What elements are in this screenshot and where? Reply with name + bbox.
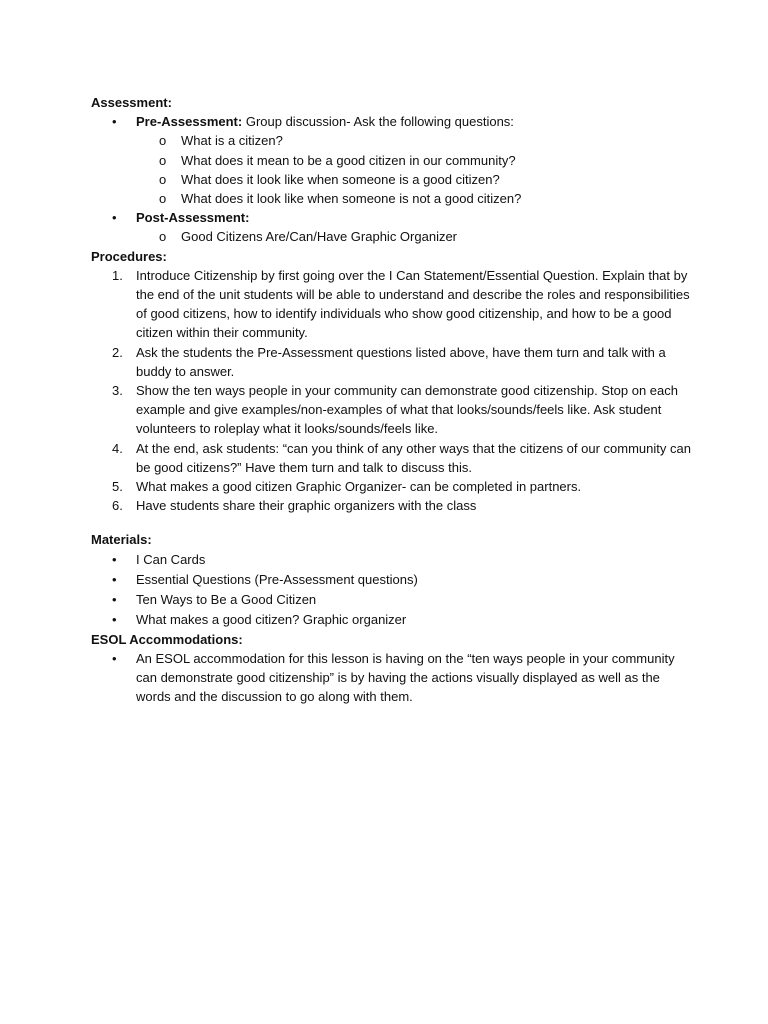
section-spacer bbox=[91, 515, 691, 530]
bullet-icon: • bbox=[112, 114, 117, 130]
circle-bullet-icon: o bbox=[159, 171, 167, 187]
question-item bbox=[91, 189, 691, 208]
step-text: Show the ten ways people in your community can demonstrate good citizenship. Stop on each example and give examples/non-examples of what that looks/sounds/feels like. Ask student volunteers to roleplay what it looks/sounds/feels like. bbox=[136, 383, 678, 437]
esol-heading: ESOL Accommodations: bbox=[91, 631, 243, 647]
bullet-icon: • bbox=[112, 650, 117, 666]
step-text: What makes a good citizen Graphic Organizer- can be completed in partners. bbox=[136, 479, 582, 495]
post-assessment-subitem bbox=[91, 227, 691, 246]
esol-list bbox=[91, 649, 691, 707]
procedure-step bbox=[91, 439, 691, 477]
step-number: 5. bbox=[112, 479, 123, 495]
question-text: What is a citizen? bbox=[181, 133, 283, 149]
step-text: Introduce Citizenship by first going over the I Can Statement/Essential Question. Explain that by the end of the unit students will be able to understand and describe the roles and responsibilities of good citizens, how to identify individuals who show good citizenship, and how to be a good citizen within their community. bbox=[136, 267, 690, 341]
procedure-step bbox=[91, 343, 691, 381]
post-assessment-label: Post-Assessment: bbox=[136, 210, 250, 226]
bullet-icon: • bbox=[112, 551, 117, 567]
bullet-icon: • bbox=[112, 591, 117, 607]
procedure-step bbox=[91, 477, 691, 496]
post-assessment-items bbox=[91, 227, 691, 246]
esol-text: An ESOL accommodation for this lesson is having on the “ten ways people in your community can demonstrate good citizenship” is by having the actions visually displayed as well as the words and the discussion to go along with them. bbox=[136, 650, 675, 705]
post-assessment-text: Good Citizens Are/Can/Have Graphic Organizer bbox=[181, 229, 458, 245]
material-item bbox=[91, 570, 691, 590]
circle-bullet-icon: o bbox=[159, 152, 167, 168]
pre-assessment-questions bbox=[91, 131, 691, 208]
step-number: 4. bbox=[112, 440, 123, 456]
procedure-step bbox=[91, 381, 691, 439]
step-text: At the end, ask students: “can you think of any other ways that the citizens of our community can be good citizens?” Have them turn and talk to discuss this. bbox=[136, 440, 691, 475]
circle-bullet-icon: o bbox=[159, 191, 167, 207]
question-text: What does it look like when someone is not a good citizen? bbox=[181, 191, 522, 207]
question-item bbox=[91, 151, 691, 170]
material-text: Essential Questions (Pre-Assessment questions) bbox=[136, 571, 418, 587]
question-item bbox=[91, 131, 691, 150]
step-number: 1. bbox=[112, 267, 123, 283]
step-number: 2. bbox=[112, 344, 123, 360]
procedures-heading: Procedures: bbox=[91, 248, 167, 264]
material-item bbox=[91, 590, 691, 610]
question-item bbox=[91, 170, 691, 189]
materials-list bbox=[91, 550, 691, 630]
pre-assessment-label: Pre-Assessment: bbox=[136, 114, 243, 130]
procedure-step bbox=[91, 496, 691, 515]
pre-assessment-item bbox=[91, 112, 691, 131]
material-item bbox=[91, 550, 691, 570]
assessment-heading: Assessment: bbox=[91, 95, 172, 110]
step-number: 3. bbox=[112, 383, 123, 399]
assessment-list bbox=[91, 112, 691, 246]
step-text: Ask the students the Pre-Assessment questions listed above, have them turn and talk with a buddy to answer. bbox=[136, 344, 666, 379]
post-assessment-item bbox=[91, 208, 691, 227]
material-item bbox=[91, 610, 691, 630]
material-text: What makes a good citizen? Graphic organizer bbox=[136, 611, 407, 627]
bullet-icon: • bbox=[112, 210, 117, 226]
step-text: Have students share their graphic organizers with the class bbox=[136, 498, 477, 514]
step-number: 6. bbox=[112, 498, 123, 514]
circle-bullet-icon: o bbox=[159, 229, 167, 245]
esol-item bbox=[91, 649, 691, 707]
procedures-list bbox=[91, 266, 691, 516]
pre-assessment-text: Group discussion- Ask the following questions: bbox=[242, 114, 514, 130]
procedure-step bbox=[91, 266, 691, 343]
circle-bullet-icon: o bbox=[159, 133, 167, 149]
materials-heading: Materials: bbox=[91, 532, 152, 548]
material-text: I Can Cards bbox=[136, 551, 206, 567]
question-text: What does it mean to be a good citizen in our community? bbox=[181, 152, 516, 168]
question-text: What does it look like when someone is a good citizen? bbox=[181, 171, 500, 187]
bullet-icon: • bbox=[112, 571, 117, 587]
material-text: Ten Ways to Be a Good Citizen bbox=[136, 591, 317, 607]
document-page bbox=[91, 93, 691, 706]
bullet-icon: • bbox=[112, 611, 117, 627]
